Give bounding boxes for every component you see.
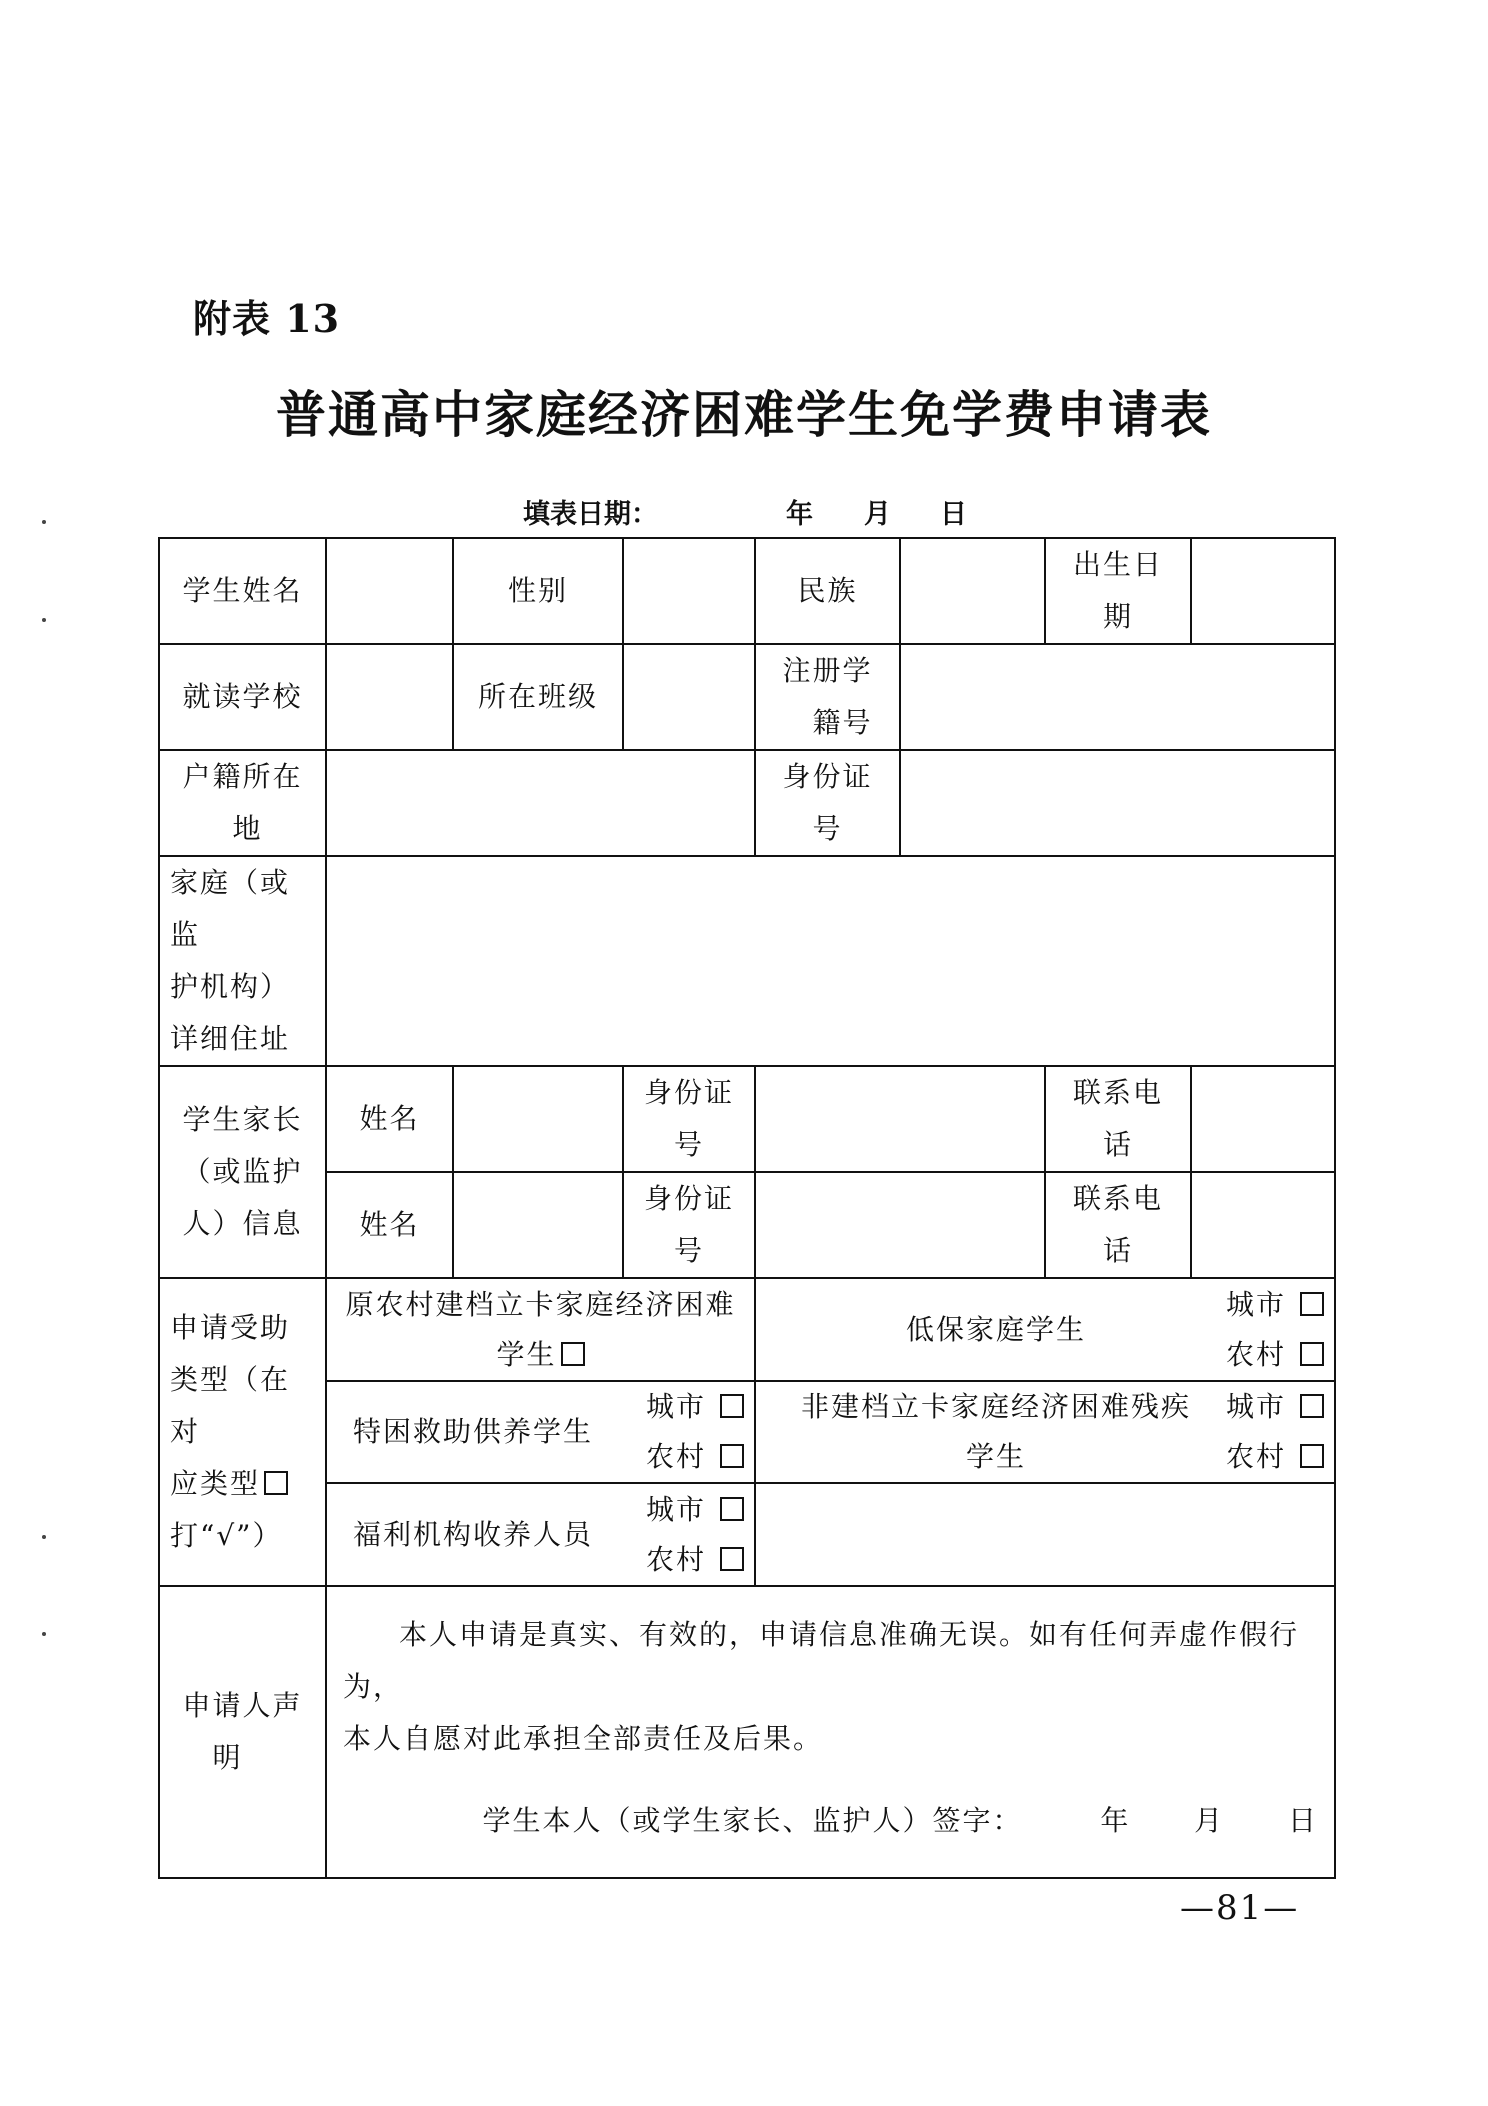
aid-rural-filed-option[interactable]: 原农村建档立卡家庭经济困难 学生 [326, 1278, 755, 1381]
tekun-city-checkbox[interactable] [720, 1394, 744, 1418]
declaration-text-line2: 本人自愿对此承担全部责任及后果。 [343, 1722, 824, 1755]
fill-date-month: 月 [864, 499, 891, 530]
dibao-city-checkbox[interactable] [1300, 1292, 1324, 1316]
parent2-phone-field[interactable] [1191, 1172, 1335, 1278]
signature-year: 年 [1100, 1804, 1131, 1837]
parent2-name-label: 姓名 [326, 1172, 453, 1278]
signature-day: 日 [1287, 1804, 1318, 1837]
fill-date-label: 填表日期： [523, 499, 658, 530]
id-number-field[interactable] [900, 750, 1335, 856]
dibao-label: 低保家庭学生 [905, 1312, 1086, 1346]
checkbox-icon [264, 1471, 288, 1495]
row-aid-2 [159, 1381, 1335, 1483]
signature-label: 学生本人（或学生家长、监护人）签字： [482, 1804, 1023, 1837]
aid-nonfiled-disabled-option: 非建档立卡家庭经济困难残疾 学生 城市 农村 [755, 1381, 1335, 1483]
birth-date-label: 出生日 期 [1045, 538, 1191, 644]
hukou-field[interactable] [326, 750, 755, 856]
parent1-id-label: 身份证 号 [623, 1066, 755, 1172]
ethnicity-label: 民族 [755, 538, 900, 644]
school-field[interactable] [326, 644, 453, 750]
appendix-label: 附表 13 [193, 296, 341, 341]
parent2-phone-label: 联系电 话 [1045, 1172, 1191, 1278]
parent1-phone-field[interactable] [1191, 1066, 1335, 1172]
rural-filed-checkbox[interactable] [561, 1342, 585, 1366]
welfare-rural-checkbox[interactable] [720, 1547, 744, 1571]
tekun-label: 特困救助供养学生 [353, 1415, 594, 1448]
parent2-name-field[interactable] [453, 1172, 623, 1278]
student-registration-field[interactable] [900, 644, 1335, 750]
signature-month: 月 [1194, 1804, 1225, 1837]
gender-field[interactable] [623, 538, 755, 644]
aid-welfare-option: 福利机构收养人员 城市 农村 [326, 1483, 755, 1586]
ethnicity-field[interactable] [900, 538, 1045, 644]
aid-empty-cell [755, 1483, 1335, 1586]
row-address [159, 856, 1335, 1066]
declaration-label: 申请人声 明 [159, 1586, 326, 1878]
row-school-info [159, 644, 1335, 750]
parent2-id-label: 身份证 号 [623, 1172, 755, 1278]
row-parent-1 [159, 1066, 1335, 1172]
id-number-label: 身份证 号 [755, 750, 900, 856]
student-registration-label: 注册学 籍号 [755, 644, 900, 750]
student-name-field[interactable] [326, 538, 453, 644]
nonfiled-city-checkbox[interactable] [1300, 1394, 1324, 1418]
hukou-label: 户籍所在 地 [159, 750, 326, 856]
class-field[interactable] [623, 644, 755, 750]
student-name-label: 学生姓名 [159, 538, 326, 644]
tekun-rural-checkbox[interactable] [720, 1444, 744, 1468]
row-parent-2 [159, 1172, 1335, 1278]
row-aid-3 [159, 1483, 1335, 1586]
row-declaration [159, 1586, 1335, 1878]
parent1-phone-label: 联系电 话 [1045, 1066, 1191, 1172]
row-hukou [159, 750, 1335, 856]
row-basic-info [159, 538, 1335, 644]
aid-dibao-option: 低保家庭学生 城市 农村 [755, 1278, 1335, 1381]
declaration-content [326, 1586, 1335, 1878]
fill-date-year: 年 [786, 499, 813, 530]
dibao-rural-checkbox[interactable] [1300, 1342, 1324, 1366]
welfare-label: 福利机构收养人员 [353, 1517, 594, 1551]
parent2-id-field[interactable] [755, 1172, 1045, 1278]
parent1-id-field[interactable] [755, 1066, 1045, 1172]
address-field[interactable] [326, 856, 1335, 1066]
page-number: —81— [1180, 1888, 1300, 1928]
parent1-name-label: 姓名 [326, 1066, 453, 1172]
parent-info-label: 学生家长 （或监护 人）信息 [159, 1066, 326, 1278]
application-form-table [158, 537, 1336, 1879]
parent1-name-field[interactable] [453, 1066, 623, 1172]
declaration-text-line1: 本人申请是真实、有效的，申请信息准确无误。如有任何弄虚作假行为， [343, 1618, 1300, 1703]
nonfiled-disabled-label: 非建档立卡家庭经济困难残疾 学生 [800, 1390, 1191, 1473]
signature-line[interactable] [327, 1795, 1318, 1847]
birth-date-field[interactable] [1191, 538, 1335, 644]
address-label: 家庭（或监 护机构） 详细住址 [159, 856, 326, 1066]
nonfiled-rural-checkbox[interactable] [1300, 1444, 1324, 1468]
gender-label: 性别 [453, 538, 623, 644]
fill-date-day: 日 [940, 499, 967, 530]
class-label: 所在班级 [453, 644, 623, 750]
aid-type-label: 申请受助 类型（在对 应类型 打“√”） [159, 1278, 326, 1586]
welfare-city-checkbox[interactable] [720, 1497, 744, 1521]
row-aid-1 [159, 1278, 1335, 1381]
school-label: 就读学校 [159, 644, 326, 750]
aid-tekun-option: 特困救助供养学生 城市 农村 [326, 1381, 755, 1483]
form-title: 普通高中家庭经济困难学生免学费申请表 [276, 385, 1212, 444]
